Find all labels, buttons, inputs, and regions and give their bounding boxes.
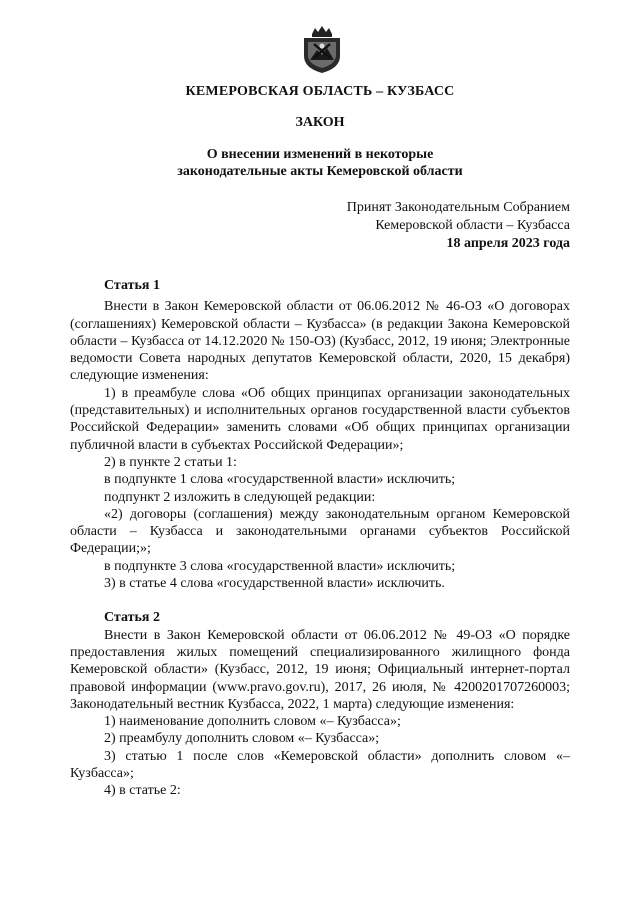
- document-title-line-2: законодательные акты Кемеровской области: [177, 164, 463, 179]
- article-1-item-3: 3) в статье 4 слова «государственной власти» исключить.: [104, 576, 445, 592]
- article-1-heading: Статья 1: [104, 278, 160, 293]
- document-title: [60, 146, 580, 180]
- law-body: [70, 277, 570, 800]
- article-2-item-3: 3) статью 1 после слов «Кемеровской области» дополнить словом «– Кузбасса»;: [70, 748, 570, 782]
- adoption-line-1: Принят Законодательным Собранием: [346, 200, 570, 215]
- article-2-heading: Статья 2: [104, 610, 160, 626]
- article-1-item-2c: в подпункте 3 слова «государственной власти» исключить;: [104, 558, 456, 574]
- document-title-line-1: О внесении изменений в некоторые: [206, 147, 434, 162]
- article-2-item-2: 2) преамбулу дополнить словом «– Кузбасса»;: [104, 731, 380, 747]
- article-1-item-2b: подпункт 2 изложить в следующей редакции:: [104, 489, 376, 505]
- article-2-item-4: 4) в статье 2:: [104, 783, 181, 799]
- article-2-item-1: 1) наименование дополнить словом «– Кузбасса»;: [104, 714, 401, 730]
- region-name: КЕМЕРОВСКАЯ ОБЛАСТЬ – КУЗБАСС: [185, 84, 455, 99]
- article-1-item-2a: в подпункте 1 слова «государственной власти» исключить;: [104, 472, 456, 488]
- adoption-block: [347, 199, 570, 253]
- article-1-intro: Внести в Закон Кемеровской области от 06.06.2012 № 46-ОЗ «О договорах (соглашениях) Кемеровской области – Кузбасса» (в редакции Закона Кемеровской области – Кузбасса от 14.12.2020 № 150-ОЗ) (Кузбасс, 2012, 19 июня; Электронные ведомости Совета народных депутатов Кемеровской области, 2020, 15 декабря) следующие изменения:: [70, 299, 570, 384]
- adoption-date: 18 апреля 2023 года: [446, 236, 570, 251]
- article-2-intro: Внести в Закон Кемеровской области от 06.06.2012 № 49-ОЗ «О порядке предоставления жилых помещений специализированного жилищного фонда Кемеровской области» (Кузбасс, 2012, 19 июня; Официальный интернет-портал правовой информации (www.pravo.gov.ru), 2017, 26 июля, № 4200201707260003; Законодательный вестник Кузбасса, 2022, 1 марта) следующие изменения:: [70, 627, 570, 712]
- article-1-item-2: 2) в пункте 2 статьи 1:: [104, 454, 237, 470]
- article-1-item-2b-text: «2) договоры (соглашения) между законодательным органом Кемеровской области – Кузбасса и законодательными органами субъектов Российской Федерации;»;: [70, 506, 570, 557]
- adoption-line-2: Кемеровской области – Кузбасса: [375, 218, 570, 233]
- kemerovo-coat-of-arms-icon: [300, 24, 344, 74]
- article-1-item-1: 1) в преамбуле слова «Об общих принципах организации законодательных (представительных) и исполнительных органов государственной власти субъектов Российской Федерации» заменить словами «Об общих принципах организации публичной власти в субъектах Российской Федерации»;: [70, 385, 570, 453]
- document-type: ЗАКОН: [295, 115, 345, 130]
